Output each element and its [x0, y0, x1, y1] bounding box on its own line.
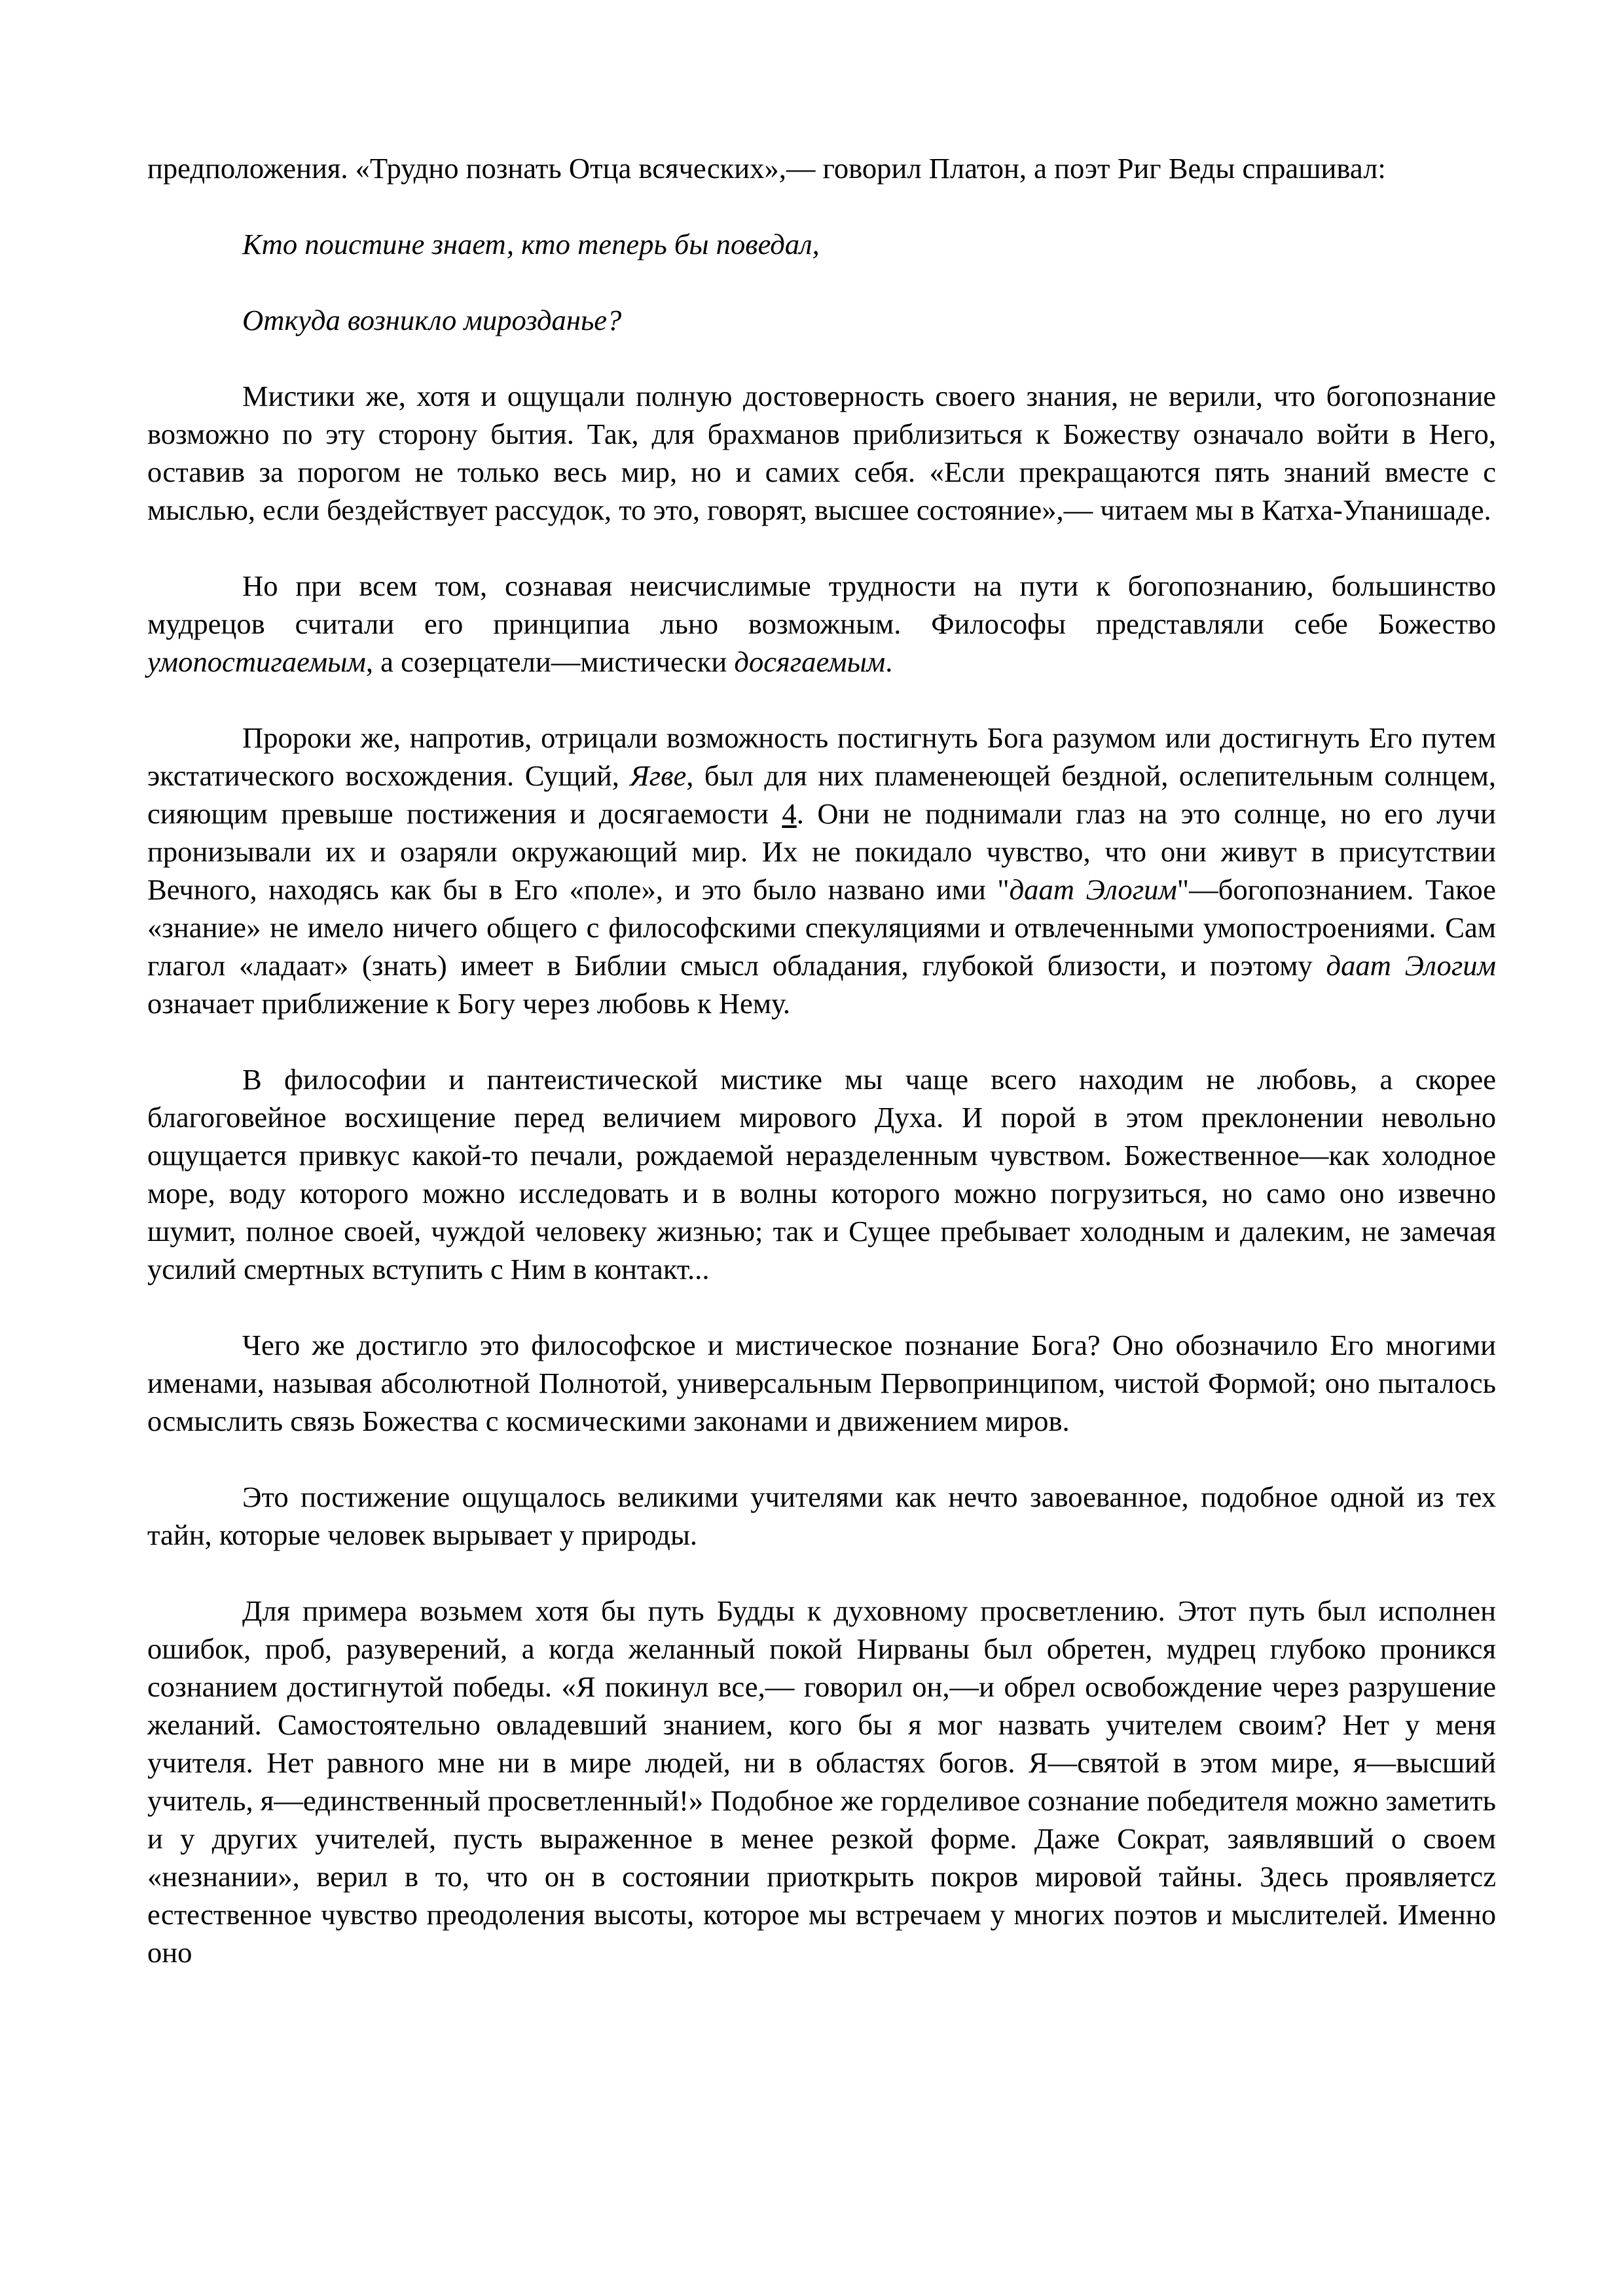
paragraph-intro	[147, 149, 1496, 187]
paragraph-mystics	[147, 377, 1496, 529]
footnote-link[interactable]: 4	[782, 797, 797, 830]
verse-line-1	[147, 225, 1496, 263]
italic-term: досягаемым	[734, 645, 886, 678]
text-span: предположения. «Трудно познать Отца всяческих»,— говорил Платон, а поэт Риг Веды спрашивал:	[147, 152, 1386, 185]
text-span: Для примера возьмем хотя бы путь Будды к духовному просветлению. Этот путь был исполнен ошибок, проб, разуверений, а когда желанный покой Нирваны был обретен, мудрец глубоко проникся сознанием достигнутой победы. «Я покинул все,— говорил он,—и обрел освобождение через разрушение желаний. Самостоятельно овладевший знанием, кого бы я мог назвать учителем своим? Нет у меня учителя. Нет равного мне ни в мире людей, ни в областях богов. Я—святой в этом мире, я—высший учитель, я—единственный просветленный!» Подобное же горделивое сознание победителя можно заметить и у других учителей, пусть выраженное в менее резкой форме. Даже Сократ, заявлявший о своем «незнании», верил в то, что он в состоянии приоткрыть покров мировой тайны. Здесь проявляетcz естественное чувство преодоления высоты, которое мы встречаем у многих поэтов и мыслителей. Именно оно	[147, 1594, 1496, 1969]
document-page	[147, 149, 1496, 1971]
paragraph-achievement	[147, 1326, 1496, 1440]
paragraph-sages	[147, 567, 1496, 681]
text-span: Это постижение ощущалось великими учителями как нечто завоеванное, подобное одной из тех тайн, которые человек вырывает у природы.	[147, 1480, 1496, 1551]
paragraph-buddha	[147, 1592, 1496, 1971]
text-span: Откуда возникло мирозданье?	[242, 304, 622, 336]
verse-line-2	[147, 301, 1496, 339]
text-span: Чего же достигло это философское и мистическое познание Бога? Оно обозначило Его многими именами, называя абсолютной Полнотой, универсальным Первопринципом, чистой Формой; оно пыталось осмыслить связь Божества с космическими законами и движением миров.	[147, 1329, 1496, 1437]
paragraph-teachers	[147, 1478, 1496, 1554]
text-span: . Они не поднимали глаз на это солнце, но его лучи пронизывали их и озаряли окружающий мир. Их не покидало чувство, что они живут в присутствии Вечного, находясь как бы в Его «поле», и это было названо ими "	[147, 797, 1496, 906]
text-span: , был для них пламенеющей бездной, ослепительным солнцем, сияющим превыше постижения и досягаемости	[147, 759, 1496, 830]
paragraph-philosophy	[147, 1060, 1496, 1288]
text-span: .	[885, 645, 893, 678]
paragraph-prophets	[147, 719, 1496, 1022]
italic-term: Ягве	[630, 759, 687, 792]
text-span: Мистики же, хотя и ощущали полную достоверность своего знания, не верили, что богопознание возможно по эту сторону бытия. Так, для брахманов приблизиться к Божеству означало войти в Него, оставив за порогом не только весь мир, но и самих себя. «Если прекращаются пять знаний вместе с мыслью, если бездействует рассудок, то это, говорят, высшее состояние»,— читаем мы в Катха-Упанишаде.	[147, 380, 1496, 526]
text-span: Пророки же, напротив, отрицали возможность постигнуть Бога разумом или достигнуть Его путем экстатического восхождения. Сущий,	[147, 721, 1496, 792]
text-span: Кто поистине знает, кто теперь бы поведал,	[242, 228, 820, 260]
italic-term: умопостигаемым	[147, 645, 366, 678]
italic-term: даат Элогим	[1009, 873, 1177, 906]
text-span: "—богопознанием. Такое «знание» не имело ничего общего с философскими спекуляциями и отвлеченными умопостроениями. Сам глагол «ладаат» (знать) имеет в Библии смысл обладания, глубокой близости, и поэтому	[147, 873, 1496, 982]
text-span: означает приближение к Богу через любовь к Нему.	[147, 987, 791, 1020]
italic-term: даат Элогим	[1326, 949, 1496, 982]
text-span: Но при всем том, сознавая неисчислимые трудности на пути к богопознанию, большинство мудрецов считали его принципиа льно возможным. Философы представляли себе Божество	[147, 569, 1496, 640]
text-span: , а созерцатели—мистически	[365, 645, 735, 678]
text-span: В философии и пантеистической мистике мы чаще всего находим не любовь, а скорее благоговейное восхищение перед величием мирового Духа. И порой в этом преклонении невольно ощущается привкус какой-то печали, рождаемой неразделенным чувством. Божественное—как холодное море, воду которого можно исследовать и в волны которого можно погрузиться, но само оно извечно шумит, полное своей, чуждой человеку жизнью; так и Сущее пребывает холодным и далеким, не замечая усилий смертных вступить с Ним в контакт...	[147, 1063, 1496, 1285]
